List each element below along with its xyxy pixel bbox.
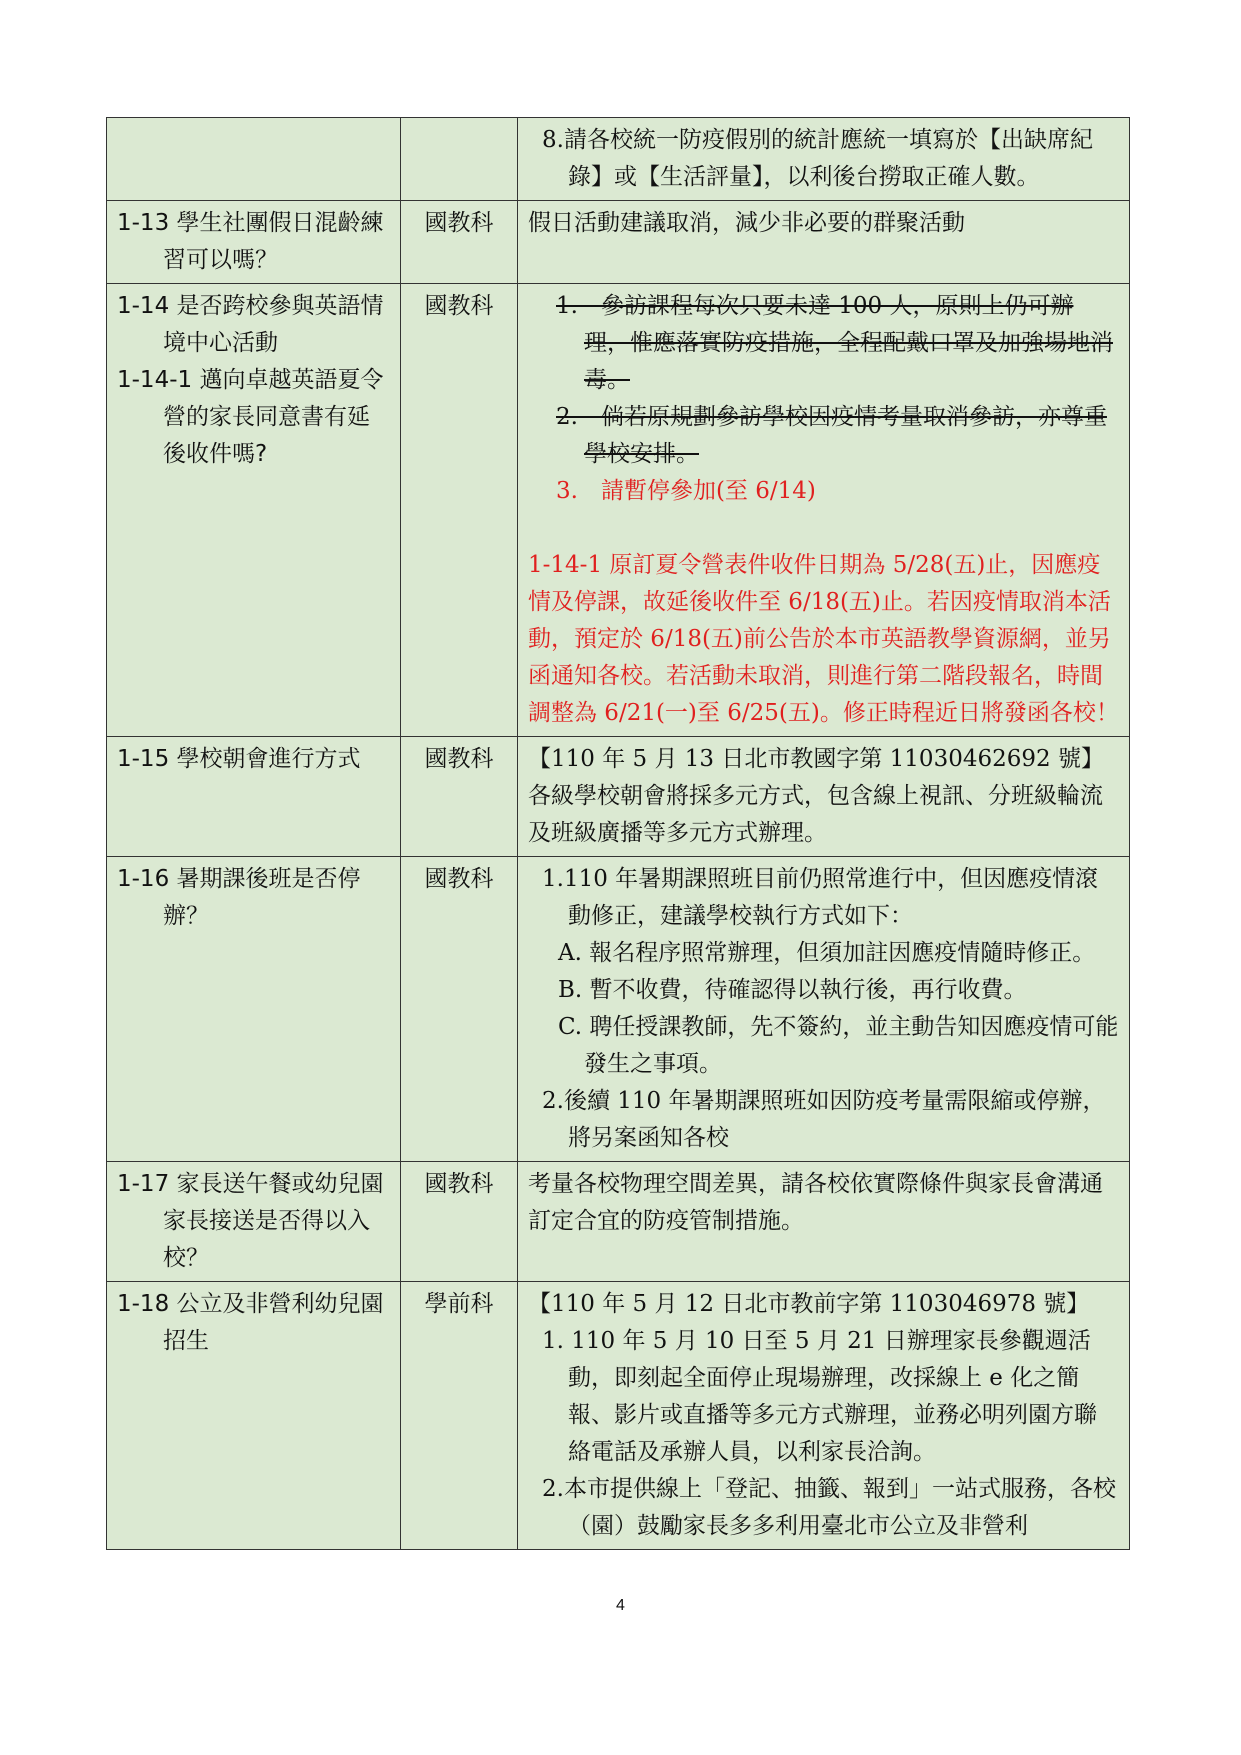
answer-item: 2.後續 110 年暑期課照班如因防疫考量需限縮或停辦，將另案函知各校 <box>542 1088 1106 1151</box>
answer-subitem: C. 聘任授課教師，先不簽約，並主動告知因應疫情可能發生之事項。 <box>558 1014 1119 1077</box>
department-cell: 國教科 <box>401 857 518 1162</box>
question-cell <box>107 857 401 1162</box>
answer-item: 8.請各校統一防疫假別的統計應統一填寫於【出缺席紀錄】或【生活評量】，以利後台撈取正確人數。 <box>542 127 1093 190</box>
question-cell <box>107 118 401 201</box>
question-text: 1-17 家長送午餐或幼兒園家長接送是否得以入校？ <box>117 1171 384 1271</box>
answer-item: 1. 110 年 5 月 10 日至 5 月 21 日辦理家長參觀週活動，即刻起全面停止現場辦理，改採線上 e 化之簡報、影片或直播等多元方式辦理，並務必明列園方聯絡電話及承辦人員，以利家長洽詢。 <box>542 1328 1097 1465</box>
answer-cell <box>518 737 1130 857</box>
table-row <box>107 201 1130 284</box>
answer-text: 假日活動建議取消，減少非必要的群聚活動 <box>528 210 965 236</box>
table-row <box>107 737 1130 857</box>
department-cell: 學前科 <box>401 1282 518 1550</box>
faq-table <box>106 117 1130 1550</box>
document-reference: 【110 年 5 月 12 日北市教前字第 1103046978 號】 <box>528 1291 1090 1317</box>
spacer <box>528 510 1119 547</box>
answer-cell <box>518 201 1130 284</box>
table-row <box>107 1282 1130 1550</box>
question-cell <box>107 201 401 284</box>
department-cell: 國教科 <box>401 201 518 284</box>
answer-item-highlight: 3. 請暫停參加(至 6/14) <box>556 478 816 504</box>
struck-answer-item: 1. 參訪課程每次只要未達 100 人，原則上仍可辦理，惟應落實防疫措施，全程配戴口罩及加強場地消毒。 <box>556 293 1113 393</box>
department-cell: 國教科 <box>401 1162 518 1282</box>
answer-item: 1.110 年暑期課照班目前仍照常進行中，但因應疫情滾動修正，建議學校執行方式如下： <box>542 866 1099 929</box>
question-cell <box>107 1282 401 1550</box>
question-text: 1-13 學生社團假日混齡練習可以嗎？ <box>117 210 384 273</box>
answer-text: 各級學校朝會將採多元方式，包含線上視訊、分班級輪流及班級廣播等多元方式辦理。 <box>528 783 1103 846</box>
answer-text-highlight: 1-14-1 原訂夏令營表件收件日期為 5/28(五)止，因應疫情及停課，故延後收件至 6/18(五)止。若因疫情取消本活動，預定於 6/18(五)前公告於本市英語教學資源網，並另函通知各校。若活動未取消，則進行第二階段報名，時間調整為 6/21(一)至 6/25(五)。修正時程近日將發函各校！ <box>528 552 1119 726</box>
question-text: 1-14 是否跨校參與英語情境中心活動 <box>117 293 384 356</box>
sub-question-text: 1-14-1 邁向卓越英語夏令營的家長同意書有延後收件嗎? <box>117 367 384 467</box>
answer-cell <box>518 1162 1130 1282</box>
question-text: 1-16 暑期課後班是否停辦？ <box>117 866 361 929</box>
question-cell <box>107 1162 401 1282</box>
answer-subitem: A. 報名程序照常辦理，但須加註因應疫情隨時修正。 <box>558 940 1096 966</box>
answer-cell <box>518 857 1130 1162</box>
question-text: 1-18 公立及非營利幼兒園招生 <box>117 1291 384 1354</box>
question-cell <box>107 737 401 857</box>
question-cell <box>107 284 401 737</box>
answer-subitem: B. 暫不收費，待確認得以執行後，再行收費。 <box>558 977 1027 1003</box>
answer-text: 考量各校物理空間差異，請各校依實際條件與家長會溝通訂定合宜的防疫管制措施。 <box>528 1171 1103 1234</box>
department-cell: 國教科 <box>401 284 518 737</box>
table-row <box>107 857 1130 1162</box>
table-row <box>107 284 1130 737</box>
page-number: 4 <box>616 1597 625 1614</box>
department-cell <box>401 118 518 201</box>
answer-cell <box>518 118 1130 201</box>
question-text: 1-15 學校朝會進行方式 <box>117 746 361 772</box>
answer-cell <box>518 1282 1130 1550</box>
table-row <box>107 1162 1130 1282</box>
document-reference: 【110 年 5 月 13 日北市教國字第 11030462692 號】 <box>528 746 1104 772</box>
department-cell: 國教科 <box>401 737 518 857</box>
answer-cell <box>518 284 1130 737</box>
answer-item: 2.本市提供線上「登記、抽籤、報到」一站式服務，各校（園）鼓勵家長多多利用臺北市公立及非營利 <box>542 1476 1116 1539</box>
table-row <box>107 118 1130 201</box>
struck-answer-item: 2. 倘若原規劃參訪學校因疫情考量取消參訪，亦尊重學校安排。 <box>556 404 1107 467</box>
